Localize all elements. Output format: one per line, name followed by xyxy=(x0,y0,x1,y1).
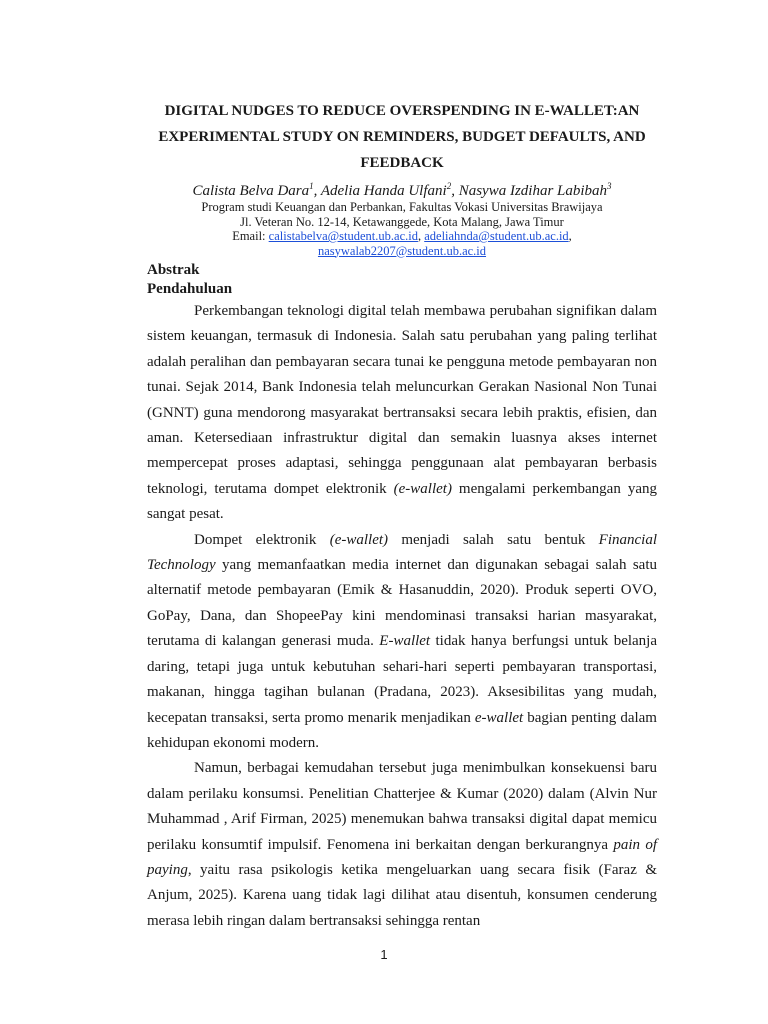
body-paragraph xyxy=(147,756,657,934)
author-name: Nasywa Izdihar Labibah xyxy=(458,183,608,199)
text-run: menjadi salah satu bentuk xyxy=(388,531,599,548)
text-run: mengalami perkembangan yang sangat pesat. xyxy=(147,480,657,523)
italic-term: (e-wallet) xyxy=(329,531,389,548)
section-heading-abstract: Abstrak xyxy=(147,262,200,278)
title-line: DIGITAL NUDGES TO REDUCE OVERSPENDING IN E-WALLET:AN xyxy=(164,103,640,119)
title-line: EXPERIMENTAL STUDY ON REMINDERS, BUDGET DEFAULTS, AND xyxy=(158,129,646,145)
author-superscript: 1 xyxy=(309,181,314,191)
text-run: bagian penting dalam kehidupan ekonomi modern. xyxy=(147,709,657,751)
body-paragraph xyxy=(147,528,657,757)
page-number: 1 xyxy=(380,947,388,962)
email-label: Email: xyxy=(232,229,269,243)
section-heading-intro: Pendahuluan xyxy=(147,281,233,297)
author-superscript: 3 xyxy=(607,181,612,191)
author-name: Calista Belva Dara xyxy=(192,183,310,199)
text-run: tidak hanya berfungsi untuk belanja daring, tetapi juga untuk kebutuhan sehari-hari seperti pembayaran transportasi, makanan, hingga tagihan bulanan (Pradana, 2023). Aksesibilitas yang mudah, kecepatan transaksi, serta promo menarik menjadikan xyxy=(147,633,657,726)
paper-title xyxy=(147,98,657,176)
italic-term: pain of paying xyxy=(147,836,657,878)
text-run: , yaitu rasa psikologis ketika mengeluarkan uang secara fisik (Faraz & Anjum, 2025). Karena uang tidak lagi dilihat atau disentuh, konsumen cenderung merasa lebih ringan dalam bertransaksi sehingga rentan xyxy=(147,861,657,929)
email-link[interactable]: adeliahnda@student.ub.ac.id xyxy=(424,229,569,243)
email-link[interactable]: calistabelva@student.ub.ac.id xyxy=(268,229,418,243)
page-content xyxy=(147,98,657,934)
email-link[interactable]: nasywalab2207@student.ub.ac.id xyxy=(317,243,487,258)
affiliation-line: Program studi Keuangan dan Perbankan, Fakultas Vokasi Universitas Brawijaya xyxy=(201,200,603,214)
author-superscript: 2 xyxy=(446,181,452,191)
text-run: Namun, berbagai kemudahan tersebut juga menimbulkan konsekuensi baru dalam perilaku konsumsi. Penelitian Chatterjee & Kumar (2020) dalam (Alvin Nur Muhammad , Arif Firman, 2025) menemukan bahwa transaksi digital dapat memicu perilaku konsumtif impulsif. Fenomena ini berkaitan dengan berkurangnya xyxy=(147,760,657,853)
italic-term: (e-wallet) xyxy=(393,480,452,497)
italic-term: e-wallet xyxy=(474,709,524,726)
italic-term: Financial Technology xyxy=(147,531,657,574)
body-paragraph xyxy=(147,299,657,528)
text-run: yang memanfaatkan media internet dan digunakan sebagai salah satu alternatif metode pembayaran (Emik & Hasanuddin, 2020). Produk seperti OVO, GoPay, Dana, dan ShopeePay kini mendominasi transaksi harian masyarakat, terutama di kalangan generasi muda. xyxy=(147,557,657,650)
title-line: FEEDBACK xyxy=(360,155,444,171)
italic-term: E-wallet xyxy=(379,633,431,650)
author-name: Adelia Handa Ulfani xyxy=(320,183,447,199)
text-run: Perkembangan teknologi digital telah membawa perubahan signifikan dalam sistem keuangan, termasuk di Indonesia. Salah satu perubahan yang paling terlihat adalah peralihan dan pembayaran secara tunai ke pengguna metode pembayaran non tunai. Sejak 2014, Bank Indonesia telah meluncurkan Gerakan Nasional Non Tunai (GNNT) guna mendorong masyarakat bertransaksi secara lebih praktis, efisien, dan aman. Ketersediaan infrastruktur digital dan semakin luasnya akses internet mempercepat proses adaptasi, sehingga penggunaan alat pembayaran berbasis teknologi, terutama dompet elektronik xyxy=(147,303,657,497)
email-line: Email: calistabelva@student.ub.ac.id, adeliahnda@student.ub.ac.id, xyxy=(232,229,572,243)
author-list: Calista Belva Dara$^1$, Adelia Handa Ulfani$^2$, Nasywa Izdihar Labibah$^3$ xyxy=(192,181,612,199)
address-line: Jl. Veteran No. 12-14, Ketawanggede, Kota Malang, Jawa Timur xyxy=(240,214,564,229)
email-line xyxy=(147,244,657,259)
text-run: Dompet elektronik xyxy=(194,531,330,548)
